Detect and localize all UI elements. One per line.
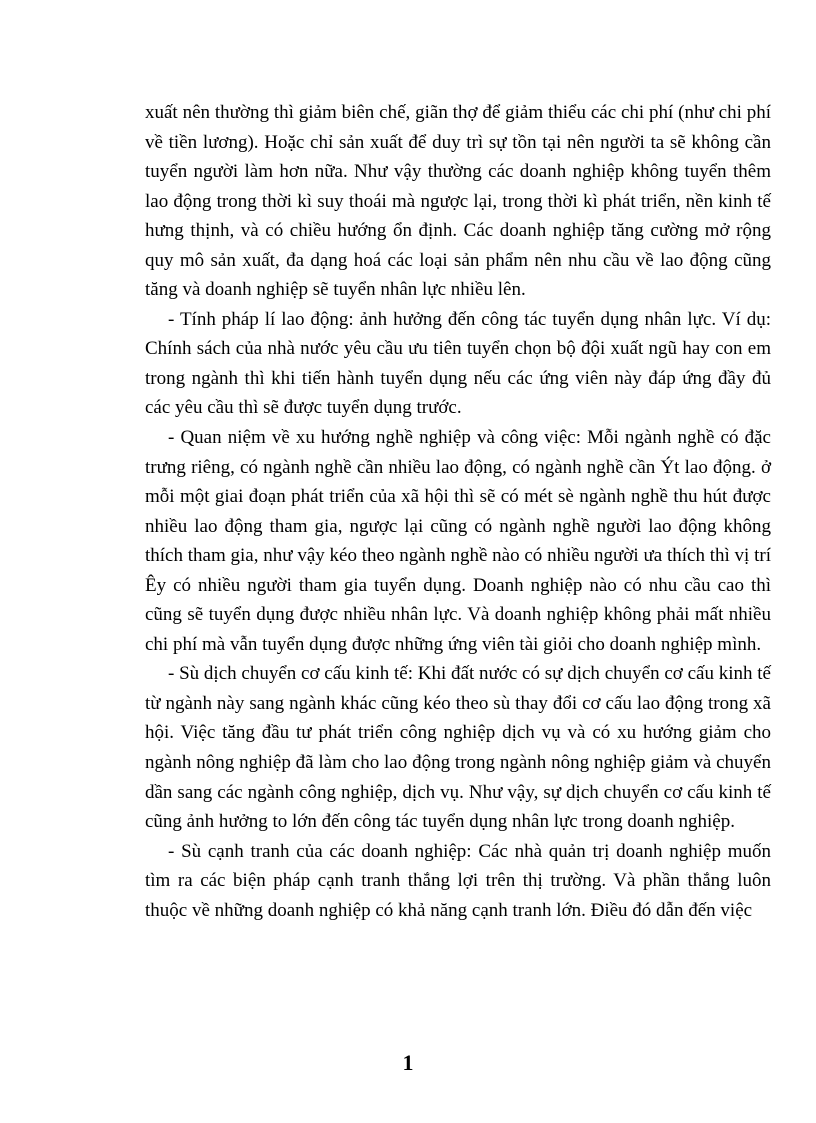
page-number: 1 bbox=[402, 1050, 414, 1075]
body-text bbox=[145, 98, 771, 925]
paragraph-continuation: xuất nên thường thì giảm biên chế, giãn thợ để giảm thiểu các chi phí (như chi phí về tiền lương). Hoặc chỉ sản xuất để duy trì sự tồn tại nên người ta sẽ không cần tuyển người làm hơn nữa. Như vậy thường các doanh nghiệp không tuyển thêm lao động trong thời kì suy thoái mà ngược lại, trong thời kì phát triển, nền kinh tế hưng thịnh, và có chiều hướng ổn định. Các doanh nghiệp tăng cường mở rộng quy mô sản xuất, đa dạng hoá các loại sản phẩm nên nhu cầu về lao động cũng tăng và doanh nghiệp sẽ tuyển nhân lực nhiều lên. bbox=[145, 102, 771, 301]
paragraph-career-trend: - Quan niệm về xu hướng nghề nghiệp và công việc: Mỗi ngành nghề có đặc trưng riêng, có ngành nghề cần nhiều lao động, có ngành nghề cần Ýt lao động. ở mỗi một giai đoạn phát triển của xã hội thì sẽ có mét sè ngành nghề thu hút được nhiều lao động tham gia, ngược lại cũng có ngành nghề người lao động không thích tham gia, như vậy kéo theo ngành nghề nào có nhiều người ưa thích thì vị trí Êy có nhiều người tham gia tuyển dụng. Doanh nghiệp nào có nhu cầu cao thì cũng sẽ tuyển dụng được nhiều nhân lực. Và doanh nghiệp không phải mất nhiều chi phí mà vẫn tuyển dụng được những ứng viên tài giỏi cho doanh nghiệp mình. bbox=[145, 427, 771, 655]
paragraph-legal-factor: - Tính pháp lí lao động: ảnh hưởng đến công tác tuyển dụng nhân lực. Ví dụ: Chính sách của nhà nước yêu cầu ưu tiên tuyển chọn bộ đội xuất ngũ hay con em trong ngành thì khi tiến hành tuyển dụng nếu các ứng viên này đáp ứng đầy đủ các yêu cầu thì sẽ được tuyển dụng trước. bbox=[145, 308, 771, 419]
paragraph-competition: - Sù cạnh tranh của các doanh nghiệp: Các nhà quản trị doanh nghiệp muốn tìm ra các biện pháp cạnh tranh thắng lợi trên thị trường. Và phần thắng luôn thuộc về những doanh nghiệp có khả năng cạnh tranh lớn. Điều đó dẫn đến việc bbox=[145, 840, 771, 921]
paragraph-economic-shift: - Sù dịch chuyển cơ cấu kinh tế: Khi đất nước có sự dịch chuyển cơ cấu kinh tế từ ngành này sang ngành khác cũng kéo theo sù thay đổi cơ cấu lao động trong xã hội. Việc tăng đầu tư phát triển công nghiệp dịch vụ và có xu hướng giảm cho ngành nông nghiệp đã làm cho lao động trong ngành nông nghiệp giảm và chuyển dần sang các ngành công nghiệp, dịch vụ. Như vậy, sự dịch chuyển cơ cấu kinh tế cũng ảnh hưởng to lớn đến công tác tuyển dụng nhân lực trong doanh nghiệp. bbox=[145, 663, 771, 833]
